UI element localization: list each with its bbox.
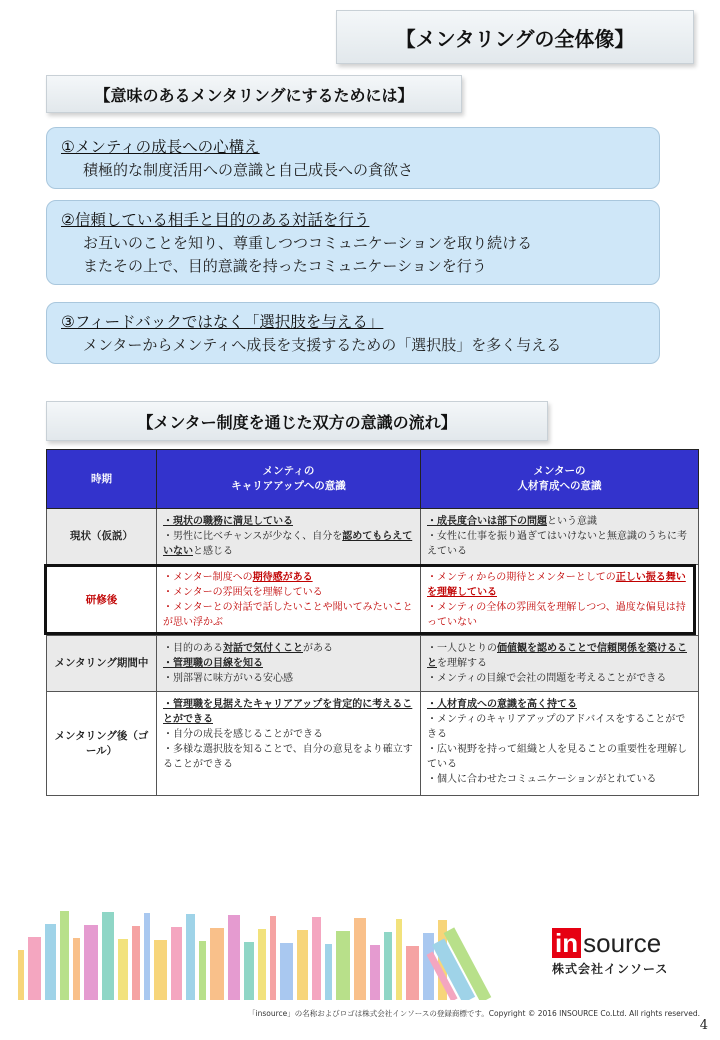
book-spine (144, 913, 150, 1000)
section-heading-awareness-flow: 【メンター制度を通じた双方の意識の流れ】 (46, 401, 548, 441)
cell-item (163, 742, 414, 772)
company-name: 株式会社インソース (552, 962, 669, 976)
period-cell: メンタリング期間中 (47, 636, 157, 692)
insource-logo (552, 924, 682, 984)
header-mentee-line2: キャリアアップへの意識 (231, 480, 346, 492)
emphasis-text: 正しい振る舞いを理解している (427, 572, 686, 598)
book-spine (118, 939, 128, 1000)
emphasis-text: ・管理職の目線を知る (163, 658, 263, 669)
section-heading-meaningful-mentoring: 【意味のあるメンタリングにするためには】 (46, 75, 462, 113)
book-spine (325, 944, 332, 1000)
cell-item (427, 712, 692, 742)
header-period: 時期 (47, 450, 157, 509)
mentee-cell (157, 636, 421, 692)
book-spine (186, 914, 195, 1000)
item-text: ・メンティのキャリアアップのアドバイスをすることができる (427, 714, 686, 740)
book-spine (406, 946, 419, 1000)
cell-item (427, 514, 692, 529)
emphasis-text: 対話で気付くこと (223, 643, 303, 654)
emphasis-text: ・現状の職務に満足している (163, 516, 293, 527)
book-spine (258, 929, 266, 1000)
book-spine (354, 918, 366, 1000)
item-text: ・メンティの目線で会社の問題を考えることができる (427, 673, 667, 684)
cell-item (163, 727, 414, 742)
item-text: ・多様な選択肢を知ることで、自分の意見をより確立することができる (163, 744, 413, 770)
book-spines-illustration (18, 900, 538, 1000)
logo-in-mark: in (552, 928, 581, 958)
item-text: ・メンターとの対話で話したいことや聞いてみたいことが思い浮かぶ (163, 602, 413, 628)
book-spine (210, 928, 224, 1000)
cell-item (163, 641, 414, 656)
header-mentor (421, 450, 699, 509)
header-mentee (157, 450, 421, 509)
item-text: ・目的のある (163, 643, 223, 654)
emphasis-text: 期待感がある (252, 572, 313, 583)
item-text: を理解する (437, 658, 487, 669)
header-mentor-line1: メンターの (533, 465, 586, 477)
header-mentor-line2: 人材育成への意識 (517, 480, 602, 492)
mentor-cell (421, 636, 699, 692)
table-row (47, 509, 699, 565)
emphasis-text: 価値観を認めることで信頼関係を築けること (427, 643, 687, 669)
emphasis-text: ・管理職を見据えたキャリアアップを肯定的に考えることができる (163, 699, 413, 725)
header-mentee-line1: メンティの (262, 465, 315, 477)
cell-item (163, 697, 414, 727)
point-card-line: またその上で、目的意識を持ったコミュニケーションを行う (83, 257, 487, 275)
book-spine (199, 941, 206, 1000)
book-spine (297, 930, 308, 1000)
point-card-3 (46, 302, 660, 364)
item-text: ・自分の成長を感じることができる (163, 729, 323, 740)
mentee-cell (157, 565, 421, 636)
cell-item (427, 772, 692, 787)
point-card-line: お互いのことを知り、尊重しつつコミュニケーションを取り続ける (83, 234, 533, 252)
item-text: と感じる (193, 546, 233, 557)
page-number: 4 (699, 1018, 708, 1033)
point-card-1 (46, 127, 660, 189)
cell-item (427, 570, 692, 600)
item-text: ・別部署に味方がいる安心感 (163, 673, 293, 684)
book-spine (312, 917, 321, 1000)
point-card-title: ②信頼している相手と目的のある対話を行う (61, 211, 370, 229)
item-text: ・メンティの全体の雰囲気を理解しつつ、過度な偏見は持っていない (427, 602, 686, 628)
cell-item (427, 641, 692, 671)
cell-item (427, 671, 692, 686)
page-title: 【メンタリングの全体像】 (336, 10, 694, 64)
book-spine (60, 911, 69, 1000)
mentee-cell (157, 509, 421, 565)
table-row (47, 692, 699, 796)
emphasis-text: ・成長度合いは部下の問題 (427, 516, 547, 527)
table-row (47, 636, 699, 692)
emphasis-text: 認めてもらえていない (163, 531, 413, 557)
book-spine (244, 942, 254, 1000)
book-spine (171, 927, 182, 1000)
cell-item (427, 600, 692, 630)
book-spine (423, 933, 434, 1000)
book-spine (73, 938, 80, 1000)
point-card-line: 積極的な制度活用への意識と自己成長への貪欲さ (83, 161, 414, 179)
book-spine (28, 937, 41, 1000)
book-spine (45, 924, 56, 1000)
item-text: ・男性に比べチャンスが少なく、自分を (163, 531, 343, 542)
table-header-row (47, 450, 699, 509)
point-card-line: メンターからメンティへ成長を支援するための「選択肢」を多く与える (83, 336, 562, 354)
copyright-notice: 「insource」の名称およびロゴは株式会社インソースの登録商標です。Copyright © 2016 INSOURCE Co.Ltd. All rights reserved. (248, 1009, 700, 1018)
book-spine (154, 940, 167, 1000)
book-spine (370, 945, 380, 1000)
logo-wordmark: source (583, 928, 662, 958)
book-spine (280, 943, 293, 1000)
cell-item (163, 671, 414, 686)
item-text: ・一人ひとりの (427, 643, 497, 654)
cell-item (163, 570, 414, 585)
book-spine (84, 925, 98, 1000)
point-card-title: ①メンティの成長への心構え (61, 138, 260, 156)
mentor-cell (421, 509, 699, 565)
point-card-2 (46, 200, 660, 285)
cell-item (163, 514, 414, 529)
book-spine (102, 912, 114, 1000)
cell-item (427, 697, 692, 712)
book-spine (18, 950, 24, 1000)
cell-item (427, 742, 692, 772)
cell-item (163, 529, 414, 559)
point-card-title: ③フィードバックではなく「選択肢を与える」 (61, 313, 384, 331)
mentor-cell (421, 565, 699, 636)
period-cell: 現状（仮説） (47, 509, 157, 565)
item-text: ・個人に合わせたコミュニケーションがとれている (427, 774, 657, 785)
cell-item (163, 585, 414, 600)
cell-item (163, 600, 414, 630)
emphasis-text: ・人材育成への意識を高く持てる (427, 699, 577, 710)
awareness-flow-table (46, 449, 699, 796)
cell-item (427, 529, 692, 559)
item-text: ・女性に仕事を振り過ぎてはいけないと無意識のうちに考えている (427, 531, 687, 557)
book-spine (336, 931, 350, 1000)
item-text: ・メンター制度への (163, 572, 253, 583)
cell-item (163, 656, 414, 671)
book-spine (228, 915, 240, 1000)
item-text: がある (303, 643, 333, 654)
mentor-cell (421, 692, 699, 796)
item-text: ・メンターの雰囲気を理解している (163, 587, 323, 598)
book-spine (270, 916, 276, 1000)
period-cell: 研修後 (47, 565, 157, 636)
book-spine (132, 926, 140, 1000)
table-row (47, 565, 699, 636)
mentee-cell (157, 692, 421, 796)
period-cell: メンタリング後（ゴール） (47, 692, 157, 796)
item-text: ・メンティからの期待とメンターとしての (427, 572, 616, 583)
item-text: ・広い視野を持って組織と人を見ることの重要性を理解している (427, 744, 687, 770)
item-text: という意識 (547, 516, 597, 527)
book-spine (396, 919, 402, 1000)
book-spine (384, 932, 392, 1000)
